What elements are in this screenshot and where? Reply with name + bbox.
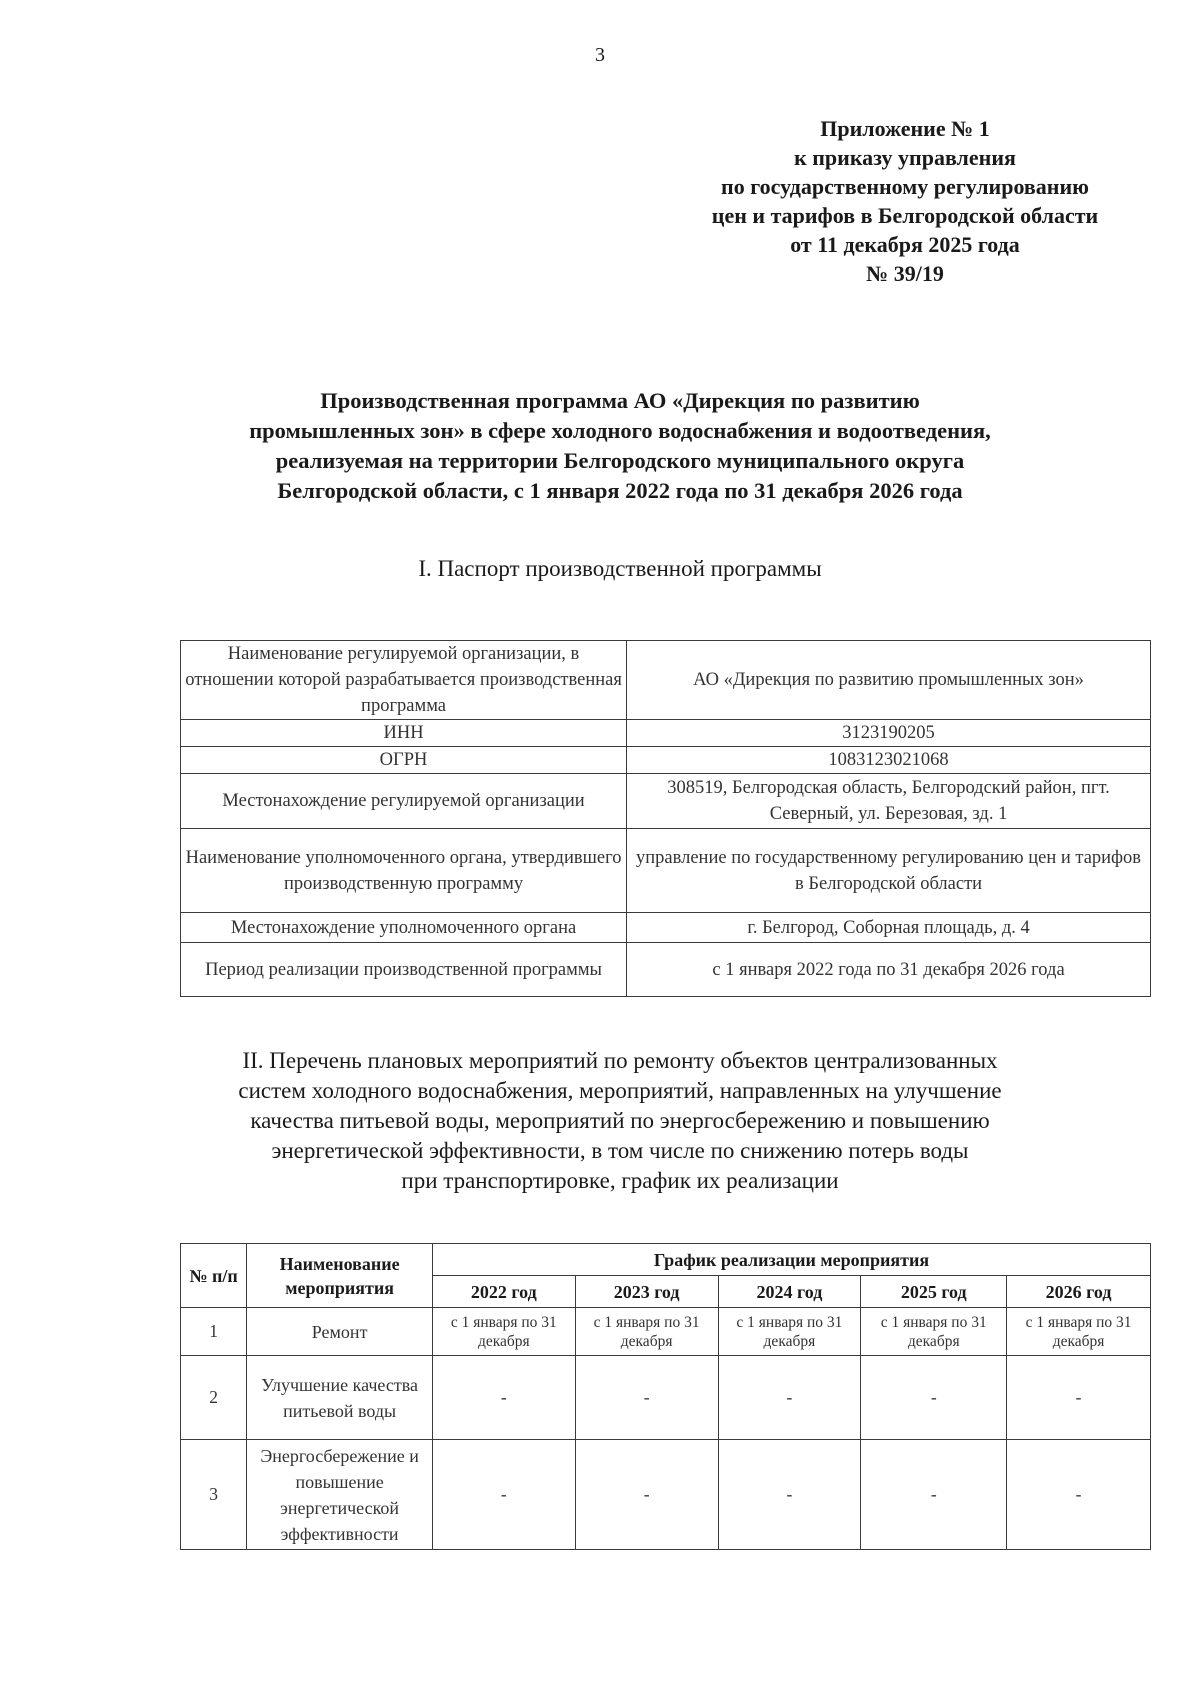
passport-value: АО «Дирекция по развитию промышленных зон»	[627, 641, 1151, 720]
table-row	[181, 913, 1151, 943]
row-cell: -	[861, 1356, 1007, 1440]
header-schedule: График реализации мероприятия	[432, 1244, 1150, 1276]
row-cell: -	[1007, 1440, 1151, 1550]
table-row	[181, 829, 1151, 913]
section2-title-line: энергетической эффективности, в том числе по снижению потерь воды	[271, 1138, 969, 1163]
passport-label: Наименование уполномоченного органа, утвердившего производственную программу	[181, 829, 627, 913]
passport-label: Местонахождение регулируемой организации	[181, 774, 627, 829]
header-year: 2026 год	[1007, 1276, 1151, 1308]
section2-title-line: систем холодного водоснабжения, мероприятий, направленных на улучшение	[238, 1078, 1002, 1103]
passport-value: 1083123021068	[627, 747, 1151, 774]
appendix-line: от 11 декабря 2025 года	[790, 232, 1020, 257]
row-cell: с 1 января по 31 декабря	[575, 1308, 718, 1356]
passport-table	[180, 640, 1151, 997]
table-row	[181, 1440, 1151, 1550]
passport-label: Местонахождение уполномоченного органа	[181, 913, 627, 943]
row-cell: с 1 января по 31 декабря	[718, 1308, 861, 1356]
header-year: 2025 год	[861, 1276, 1007, 1308]
table-row	[181, 774, 1151, 829]
appendix-line: к приказу управления	[794, 145, 1016, 170]
header-name: Наименование мероприятия	[247, 1244, 433, 1308]
header-year: 2022 год	[432, 1276, 575, 1308]
passport-value: г. Белгород, Соборная площадь, д. 4	[627, 913, 1151, 943]
appendix-line: Приложение № 1	[820, 116, 990, 141]
header-num: № п/п	[181, 1244, 247, 1308]
section2-title-line: качества питьевой воды, мероприятий по энергосбережению и повышению	[250, 1108, 990, 1133]
passport-value: 3123190205	[627, 720, 1151, 747]
row-num: 3	[181, 1440, 247, 1550]
page-number: 3	[595, 44, 605, 66]
row-num: 1	[181, 1308, 247, 1356]
row-cell: с 1 января по 31 декабря	[861, 1308, 1007, 1356]
header-year: 2024 год	[718, 1276, 861, 1308]
row-cell: -	[575, 1356, 718, 1440]
row-cell: -	[718, 1440, 861, 1550]
row-cell: с 1 января по 31 декабря	[432, 1308, 575, 1356]
section2-title-line: II. Перечень плановых мероприятий по ремонту объектов централизованных	[242, 1048, 998, 1073]
row-name: Улучшение качества питьевой воды	[247, 1356, 433, 1440]
row-cell: -	[1007, 1356, 1151, 1440]
section2-title	[150, 1046, 1090, 1196]
header-year: 2023 год	[575, 1276, 718, 1308]
program-title-line: реализуемая на территории Белгородского муниципального округа	[275, 448, 965, 473]
table-row	[181, 1308, 1151, 1356]
program-title-line: Белгородской области, с 1 января 2022 года по 31 декабря 2026 года	[277, 478, 963, 503]
table-row	[181, 1356, 1151, 1440]
table-header-row	[181, 1244, 1151, 1276]
plan-table	[180, 1243, 1151, 1550]
row-cell: -	[432, 1440, 575, 1550]
passport-label: Наименование регулируемой организации, в отношении которой разрабатывается производственная программа	[181, 641, 627, 720]
section2-title-line: при транспортировке, график их реализации	[401, 1168, 839, 1193]
table-row	[181, 943, 1151, 997]
row-cell: -	[861, 1440, 1007, 1550]
passport-label: ИНН	[181, 720, 627, 747]
program-title	[150, 386, 1090, 506]
appendix-header	[660, 114, 1150, 288]
row-num: 2	[181, 1356, 247, 1440]
table-row	[181, 641, 1151, 720]
passport-label: Период реализации производственной программы	[181, 943, 627, 997]
section1-title: I. Паспорт производственной программы	[418, 556, 822, 581]
program-title-line: промышленных зон» в сфере холодного водоснабжения и водоотведения,	[249, 418, 991, 443]
appendix-line: цен и тарифов в Белгородской области	[711, 203, 1099, 228]
passport-value: управление по государственному регулированию цен и тарифов в Белгородской области	[627, 829, 1151, 913]
passport-label: ОГРН	[181, 747, 627, 774]
row-cell: с 1 января по 31 декабря	[1007, 1308, 1151, 1356]
passport-value: с 1 января 2022 года по 31 декабря 2026 года	[627, 943, 1151, 997]
appendix-line: по государственному регулированию	[721, 174, 1089, 199]
passport-value: 308519, Белгородская область, Белгородский район, пгт. Северный, ул. Березовая, зд. 1	[627, 774, 1151, 829]
table-row	[181, 720, 1151, 747]
row-name: Энергосбережение и повышение энергетической эффективности	[247, 1440, 433, 1550]
row-cell: -	[718, 1356, 861, 1440]
row-name: Ремонт	[247, 1308, 433, 1356]
appendix-line: № 39/19	[866, 261, 944, 286]
program-title-line: Производственная программа АО «Дирекция по развитию	[320, 388, 920, 413]
table-row	[181, 747, 1151, 774]
row-cell: -	[432, 1356, 575, 1440]
row-cell: -	[575, 1440, 718, 1550]
